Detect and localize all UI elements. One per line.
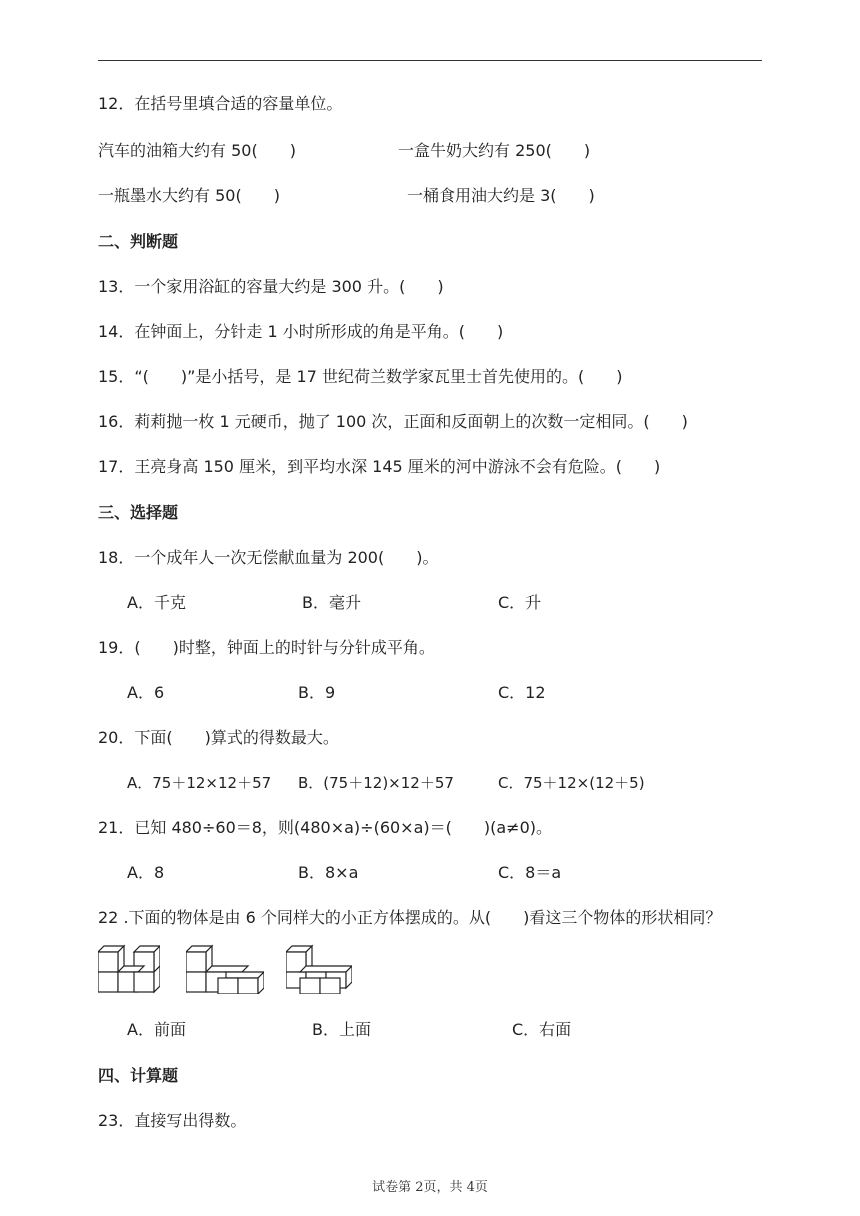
question-21-option-c: C．8＝a xyxy=(498,863,562,882)
question-15: 15．“( )”是小括号，是 17 世纪荷兰数学家瓦里士首先使用的。( ) xyxy=(98,367,623,386)
question-22-option-c: C．右面 xyxy=(512,1020,572,1039)
header-rule xyxy=(98,60,762,61)
cube-figure-3 xyxy=(286,940,352,994)
question-12-item-a: 汽车的油箱大约有 50( ) xyxy=(98,141,296,160)
question-18-option-b: B．毫升 xyxy=(302,593,361,612)
question-22-option-a: A．前面 xyxy=(127,1020,186,1039)
question-14: 14．在钟面上，分针走 1 小时所形成的角是平角。( ) xyxy=(98,322,504,341)
question-22-stem: 22 .下面的物体是由 6 个同样大的小正方体摆成的。从( )看这三个物体的形状相同？ xyxy=(98,908,722,927)
question-22-option-b: B．上面 xyxy=(312,1020,371,1039)
question-17: 17．王亮身高 150 厘米，到平均水深 145 厘米的河中游泳不会有危险。( ) xyxy=(98,457,661,476)
question-20-option-b: B．(75＋12)×12＋57 xyxy=(298,774,454,792)
question-23: 23．直接写出得数。 xyxy=(98,1111,247,1130)
question-20-stem: 20．下面( )算式的得数最大。 xyxy=(98,728,339,747)
page-footer: 试卷第 2页，共 4页 xyxy=(372,1180,488,1195)
question-13: 13．一个家用浴缸的容量大约是 300 升。( ) xyxy=(98,277,444,296)
question-12-item-d: 一桶食用油大约是 3( ) xyxy=(407,186,595,205)
question-19-option-b: B．9 xyxy=(298,683,336,702)
section-heading-judge: 二、判断题 xyxy=(98,232,179,251)
question-20-option-a: A．75＋12×12＋57 xyxy=(127,774,272,792)
question-12-item-c: 一瓶墨水大约有 50( ) xyxy=(98,186,280,205)
question-21-option-a: A．8 xyxy=(127,863,165,882)
question-20-option-c: C．75＋12×(12＋5) xyxy=(498,774,645,792)
question-19-option-a: A．6 xyxy=(127,683,165,702)
question-12-item-b: 一盒牛奶大约有 250( ) xyxy=(398,141,591,160)
cube-figure-1 xyxy=(98,940,160,994)
question-19-option-c: C．12 xyxy=(498,683,546,702)
section-heading-choice: 三、选择题 xyxy=(98,503,179,522)
cube-figure-2 xyxy=(186,940,264,994)
question-16: 16．莉莉抛一枚 1 元硬币，抛了 100 次，正面和反面朝上的次数一定相同。( ) xyxy=(98,412,688,431)
question-19-stem: 19．( )时整，钟面上的时针与分针成平角。 xyxy=(98,638,435,657)
question-18-option-c: C．升 xyxy=(498,593,542,612)
question-21-option-b: B．8×a xyxy=(298,863,359,882)
section-heading-calc: 四、计算题 xyxy=(98,1066,179,1085)
question-21-stem: 21．已知 480÷60＝8，则(480×a)÷(60×a)＝( )(a≠0)。 xyxy=(98,818,552,837)
question-18-stem: 18．一个成年人一次无偿献血量为 200( )。 xyxy=(98,548,439,567)
question-12-stem: 12．在括号里填合适的容量单位。 xyxy=(98,94,343,113)
question-18-option-a: A．千克 xyxy=(127,593,186,612)
